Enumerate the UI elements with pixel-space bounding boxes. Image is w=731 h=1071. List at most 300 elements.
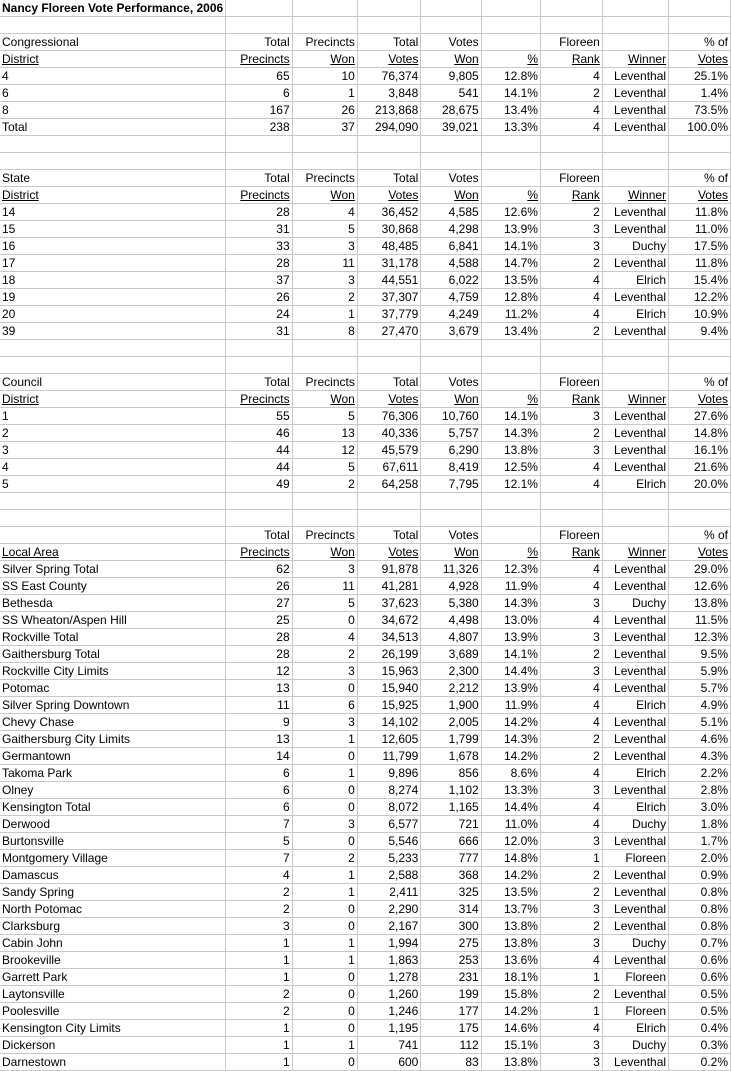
row-label[interactable]: 4 <box>0 459 226 476</box>
column-header[interactable]: % <box>481 187 540 204</box>
data-cell[interactable]: 1 <box>226 969 292 986</box>
empty-cell[interactable] <box>540 357 602 374</box>
empty-cell[interactable] <box>226 510 292 527</box>
data-cell[interactable]: 2,005 <box>421 714 481 731</box>
winner-cell[interactable]: Leventhal <box>602 119 668 136</box>
data-cell[interactable]: 0 <box>292 969 357 986</box>
data-cell[interactable]: 4 <box>540 1020 602 1037</box>
data-cell[interactable]: 0.4% <box>669 1020 731 1037</box>
data-cell[interactable]: 1 <box>292 306 357 323</box>
winner-cell[interactable]: Floreen <box>602 1003 668 1020</box>
data-cell[interactable]: 28 <box>226 646 292 663</box>
data-cell[interactable]: 2,212 <box>421 680 481 697</box>
empty-cell[interactable] <box>481 340 540 357</box>
data-cell[interactable]: 2 <box>292 476 357 493</box>
data-cell[interactable]: 14 <box>226 748 292 765</box>
column-header[interactable]: Total <box>226 374 292 391</box>
data-cell[interactable]: 856 <box>421 765 481 782</box>
data-cell[interactable]: 5 <box>226 833 292 850</box>
data-cell[interactable]: 4,588 <box>421 255 481 272</box>
data-cell[interactable]: 1,799 <box>421 731 481 748</box>
data-cell[interactable]: 12 <box>226 663 292 680</box>
data-cell[interactable]: 13.8% <box>481 935 540 952</box>
data-cell[interactable]: 11,326 <box>421 561 481 578</box>
data-cell[interactable]: 14.7% <box>481 255 540 272</box>
data-cell[interactable]: 13.7% <box>481 901 540 918</box>
data-cell[interactable]: 6 <box>292 697 357 714</box>
data-cell[interactable]: 10 <box>292 68 357 85</box>
column-header[interactable] <box>481 374 540 391</box>
winner-cell[interactable]: Leventhal <box>602 221 668 238</box>
empty-cell[interactable] <box>421 493 481 510</box>
data-cell[interactable]: 3,689 <box>421 646 481 663</box>
data-cell[interactable]: 238 <box>226 119 292 136</box>
empty-cell[interactable] <box>421 0 481 17</box>
data-cell[interactable]: 2 <box>226 901 292 918</box>
data-cell[interactable]: 3 <box>292 272 357 289</box>
data-cell[interactable]: 45,579 <box>357 442 421 459</box>
data-cell[interactable]: 2,167 <box>357 918 421 935</box>
data-cell[interactable]: 11.2% <box>481 306 540 323</box>
row-label[interactable]: 8 <box>0 102 226 119</box>
data-cell[interactable]: 25 <box>226 612 292 629</box>
data-cell[interactable]: 31,178 <box>357 255 421 272</box>
winner-cell[interactable]: Elrich <box>602 272 668 289</box>
data-cell[interactable]: 14.2% <box>481 714 540 731</box>
data-cell[interactable]: 15,925 <box>357 697 421 714</box>
row-label[interactable]: 15 <box>0 221 226 238</box>
data-cell[interactable]: 325 <box>421 884 481 901</box>
empty-cell[interactable] <box>0 357 226 374</box>
data-cell[interactable]: 2 <box>540 646 602 663</box>
data-cell[interactable]: 13.3% <box>481 119 540 136</box>
data-cell[interactable]: 25.1% <box>669 68 731 85</box>
row-label[interactable]: Laytonsville <box>0 986 226 1003</box>
data-cell[interactable]: 37,779 <box>357 306 421 323</box>
empty-cell[interactable] <box>0 136 226 153</box>
data-cell[interactable]: 4 <box>540 289 602 306</box>
row-label[interactable]: Germantown <box>0 748 226 765</box>
row-label[interactable]: 1 <box>0 408 226 425</box>
column-header[interactable]: % <box>481 391 540 408</box>
data-cell[interactable]: 34,672 <box>357 612 421 629</box>
data-cell[interactable]: 3 <box>540 408 602 425</box>
data-cell[interactable]: 0.2% <box>669 1054 731 1071</box>
data-cell[interactable]: 0 <box>292 799 357 816</box>
data-cell[interactable]: 11.5% <box>669 612 731 629</box>
data-cell[interactable]: 6 <box>226 85 292 102</box>
data-cell[interactable]: 199 <box>421 986 481 1003</box>
data-cell[interactable]: 1,863 <box>357 952 421 969</box>
data-cell[interactable]: 14,102 <box>357 714 421 731</box>
data-cell[interactable]: 4.3% <box>669 748 731 765</box>
empty-cell[interactable] <box>602 0 668 17</box>
column-header[interactable]: Votes <box>357 391 421 408</box>
data-cell[interactable]: 4 <box>540 68 602 85</box>
data-cell[interactable]: 15,963 <box>357 663 421 680</box>
data-cell[interactable]: 2.2% <box>669 765 731 782</box>
data-cell[interactable]: 4 <box>540 459 602 476</box>
data-cell[interactable]: 3 <box>292 816 357 833</box>
data-cell[interactable]: 3 <box>540 935 602 952</box>
data-cell[interactable]: 1,900 <box>421 697 481 714</box>
data-cell[interactable]: 777 <box>421 850 481 867</box>
row-label[interactable]: Chevy Chase <box>0 714 226 731</box>
winner-cell[interactable]: Leventhal <box>602 578 668 595</box>
column-header[interactable]: Votes <box>669 544 731 561</box>
empty-cell[interactable] <box>357 357 421 374</box>
data-cell[interactable]: 36,452 <box>357 204 421 221</box>
section-label[interactable]: Local Area <box>0 544 226 561</box>
empty-cell[interactable] <box>292 136 357 153</box>
data-cell[interactable]: 44 <box>226 442 292 459</box>
data-cell[interactable]: 5 <box>292 221 357 238</box>
data-cell[interactable]: 11.8% <box>669 204 731 221</box>
empty-cell[interactable] <box>357 136 421 153</box>
column-header[interactable]: Votes <box>669 51 731 68</box>
data-cell[interactable]: 67,611 <box>357 459 421 476</box>
row-label[interactable]: Montgomery Village <box>0 850 226 867</box>
data-cell[interactable]: 4 <box>540 272 602 289</box>
row-label[interactable]: Kensington City Limits <box>0 1020 226 1037</box>
empty-cell[interactable] <box>226 493 292 510</box>
data-cell[interactable]: 3 <box>292 714 357 731</box>
data-cell[interactable]: 4 <box>292 204 357 221</box>
data-cell[interactable]: 1 <box>226 935 292 952</box>
column-header[interactable]: Rank <box>540 187 602 204</box>
data-cell[interactable]: 4 <box>540 799 602 816</box>
winner-cell[interactable]: Leventhal <box>602 986 668 1003</box>
empty-cell[interactable] <box>602 136 668 153</box>
winner-cell[interactable]: Elrich <box>602 697 668 714</box>
data-cell[interactable]: 2,290 <box>357 901 421 918</box>
data-cell[interactable]: 2,300 <box>421 663 481 680</box>
data-cell[interactable]: 14.1% <box>481 646 540 663</box>
data-cell[interactable]: 13.9% <box>481 680 540 697</box>
winner-cell[interactable]: Leventhal <box>602 561 668 578</box>
data-cell[interactable]: 2 <box>226 884 292 901</box>
data-cell[interactable]: 13.8% <box>481 442 540 459</box>
data-cell[interactable]: 27.6% <box>669 408 731 425</box>
data-cell[interactable]: 12.3% <box>669 629 731 646</box>
empty-cell[interactable] <box>421 340 481 357</box>
empty-cell[interactable] <box>540 493 602 510</box>
data-cell[interactable]: 253 <box>421 952 481 969</box>
empty-cell[interactable] <box>421 17 481 34</box>
column-header[interactable]: Precincts <box>226 544 292 561</box>
data-cell[interactable]: 721 <box>421 816 481 833</box>
column-header[interactable] <box>481 170 540 187</box>
data-cell[interactable]: 1 <box>292 867 357 884</box>
row-label[interactable]: Total <box>0 119 226 136</box>
data-cell[interactable]: 2 <box>292 646 357 663</box>
data-cell[interactable]: 6 <box>226 765 292 782</box>
data-cell[interactable]: 76,306 <box>357 408 421 425</box>
data-cell[interactable]: 0.8% <box>669 901 731 918</box>
data-cell[interactable]: 8,072 <box>357 799 421 816</box>
data-cell[interactable]: 1 <box>226 1037 292 1054</box>
data-cell[interactable]: 175 <box>421 1020 481 1037</box>
data-cell[interactable]: 4 <box>540 680 602 697</box>
data-cell[interactable]: 5.7% <box>669 680 731 697</box>
column-header[interactable]: Votes <box>669 391 731 408</box>
data-cell[interactable]: 1 <box>292 1037 357 1054</box>
data-cell[interactable]: 3 <box>540 221 602 238</box>
row-label[interactable]: 18 <box>0 272 226 289</box>
data-cell[interactable]: 49 <box>226 476 292 493</box>
data-cell[interactable]: 0.5% <box>669 986 731 1003</box>
data-cell[interactable]: 4,585 <box>421 204 481 221</box>
data-cell[interactable]: 4.6% <box>669 731 731 748</box>
winner-cell[interactable]: Duchy <box>602 595 668 612</box>
row-label[interactable]: 3 <box>0 442 226 459</box>
data-cell[interactable]: 48,485 <box>357 238 421 255</box>
column-header[interactable] <box>481 34 540 51</box>
column-header[interactable] <box>481 527 540 544</box>
empty-cell[interactable] <box>0 510 226 527</box>
data-cell[interactable]: 1 <box>226 1020 292 1037</box>
column-header[interactable]: Won <box>421 544 481 561</box>
data-cell[interactable]: 8,274 <box>357 782 421 799</box>
data-cell[interactable]: 5,546 <box>357 833 421 850</box>
column-header[interactable]: Winner <box>602 544 668 561</box>
empty-cell[interactable] <box>540 510 602 527</box>
column-header[interactable]: Votes <box>357 544 421 561</box>
winner-cell[interactable]: Leventhal <box>602 833 668 850</box>
column-header[interactable]: Precincts <box>292 170 357 187</box>
data-cell[interactable]: 24 <box>226 306 292 323</box>
column-header[interactable]: Total <box>226 170 292 187</box>
data-cell[interactable]: 13.9% <box>481 221 540 238</box>
section-label[interactable]: Congressional <box>0 34 226 51</box>
data-cell[interactable]: 13.5% <box>481 884 540 901</box>
row-label[interactable]: Gaithersburg Total <box>0 646 226 663</box>
winner-cell[interactable]: Leventhal <box>602 204 668 221</box>
data-cell[interactable]: 4 <box>540 697 602 714</box>
data-cell[interactable]: 26 <box>292 102 357 119</box>
column-header[interactable]: Precincts <box>226 391 292 408</box>
section-label[interactable]: State <box>0 170 226 187</box>
winner-cell[interactable]: Leventhal <box>602 255 668 272</box>
data-cell[interactable]: 1 <box>292 884 357 901</box>
data-cell[interactable]: 1.8% <box>669 816 731 833</box>
data-cell[interactable]: 4 <box>540 578 602 595</box>
winner-cell[interactable]: Leventhal <box>602 782 668 799</box>
empty-cell[interactable] <box>226 136 292 153</box>
data-cell[interactable]: 2 <box>540 748 602 765</box>
data-cell[interactable]: 13 <box>292 425 357 442</box>
column-header[interactable]: Won <box>421 51 481 68</box>
column-header[interactable]: Precincts <box>226 51 292 68</box>
data-cell[interactable]: 14.1% <box>481 85 540 102</box>
data-cell[interactable]: 294,090 <box>357 119 421 136</box>
row-label[interactable]: Silver Spring Total <box>0 561 226 578</box>
data-cell[interactable]: 26 <box>226 578 292 595</box>
column-header[interactable]: Won <box>292 187 357 204</box>
column-header[interactable] <box>602 374 668 391</box>
data-cell[interactable]: 4 <box>540 476 602 493</box>
data-cell[interactable]: 0 <box>292 612 357 629</box>
data-cell[interactable]: 0.6% <box>669 969 731 986</box>
data-cell[interactable]: 4,298 <box>421 221 481 238</box>
column-header[interactable]: Won <box>292 51 357 68</box>
data-cell[interactable]: 12.1% <box>481 476 540 493</box>
column-header[interactable]: Floreen <box>540 170 602 187</box>
empty-cell[interactable] <box>602 340 668 357</box>
column-header[interactable]: Total <box>357 170 421 187</box>
data-cell[interactable]: 7 <box>226 816 292 833</box>
data-cell[interactable]: 1,246 <box>357 1003 421 1020</box>
section-label[interactable]: Council <box>0 374 226 391</box>
data-cell[interactable]: 4 <box>540 816 602 833</box>
data-cell[interactable]: 1,165 <box>421 799 481 816</box>
row-label[interactable]: 20 <box>0 306 226 323</box>
data-cell[interactable]: 46 <box>226 425 292 442</box>
empty-cell[interactable] <box>669 136 731 153</box>
winner-cell[interactable]: Leventhal <box>602 748 668 765</box>
data-cell[interactable]: 12.2% <box>669 289 731 306</box>
data-cell[interactable]: 55 <box>226 408 292 425</box>
data-cell[interactable]: 0.9% <box>669 867 731 884</box>
data-cell[interactable]: 6 <box>226 799 292 816</box>
data-cell[interactable]: 0 <box>292 833 357 850</box>
data-cell[interactable]: 15.1% <box>481 1037 540 1054</box>
data-cell[interactable]: 12.0% <box>481 833 540 850</box>
data-cell[interactable]: 4,928 <box>421 578 481 595</box>
data-cell[interactable]: 0.5% <box>669 1003 731 1020</box>
data-cell[interactable]: 2 <box>540 986 602 1003</box>
row-label[interactable]: North Potomac <box>0 901 226 918</box>
winner-cell[interactable]: Floreen <box>602 969 668 986</box>
data-cell[interactable]: 1,195 <box>357 1020 421 1037</box>
column-header[interactable]: Votes <box>421 374 481 391</box>
data-cell[interactable]: 4 <box>540 714 602 731</box>
column-header[interactable]: Votes <box>669 187 731 204</box>
data-cell[interactable]: 4,807 <box>421 629 481 646</box>
column-header[interactable]: % of <box>669 374 731 391</box>
data-cell[interactable]: 2,588 <box>357 867 421 884</box>
column-header[interactable]: Precincts <box>292 374 357 391</box>
data-cell[interactable]: 44 <box>226 459 292 476</box>
data-cell[interactable]: 167 <box>226 102 292 119</box>
column-header[interactable]: Floreen <box>540 374 602 391</box>
empty-cell[interactable] <box>292 340 357 357</box>
data-cell[interactable]: 11 <box>226 697 292 714</box>
data-cell[interactable]: 65 <box>226 68 292 85</box>
data-cell[interactable]: 177 <box>421 1003 481 1020</box>
data-cell[interactable]: 2.0% <box>669 850 731 867</box>
data-cell[interactable]: 1,994 <box>357 935 421 952</box>
data-cell[interactable]: 17.5% <box>669 238 731 255</box>
column-header[interactable]: Rank <box>540 544 602 561</box>
row-label[interactable]: Burtonsville <box>0 833 226 850</box>
row-label[interactable]: 6 <box>0 85 226 102</box>
data-cell[interactable]: 13.9% <box>481 629 540 646</box>
empty-cell[interactable] <box>669 510 731 527</box>
data-cell[interactable]: 10,760 <box>421 408 481 425</box>
winner-cell[interactable]: Leventhal <box>602 629 668 646</box>
data-cell[interactable]: 3 <box>292 663 357 680</box>
data-cell[interactable]: 14.8% <box>481 850 540 867</box>
data-cell[interactable]: 1,260 <box>357 986 421 1003</box>
data-cell[interactable]: 73.5% <box>669 102 731 119</box>
empty-cell[interactable] <box>421 153 481 170</box>
winner-cell[interactable]: Leventhal <box>602 918 668 935</box>
column-header[interactable]: % of <box>669 34 731 51</box>
data-cell[interactable]: 4 <box>540 952 602 969</box>
column-header[interactable]: Votes <box>357 51 421 68</box>
column-header[interactable]: Total <box>226 34 292 51</box>
data-cell[interactable]: 5,757 <box>421 425 481 442</box>
data-cell[interactable]: 14.2% <box>481 748 540 765</box>
data-cell[interactable]: 6 <box>226 782 292 799</box>
data-cell[interactable]: 666 <box>421 833 481 850</box>
data-cell[interactable]: 83 <box>421 1054 481 1071</box>
data-cell[interactable]: 28 <box>226 255 292 272</box>
data-cell[interactable]: 1 <box>292 765 357 782</box>
empty-cell[interactable] <box>226 357 292 374</box>
data-cell[interactable]: 28,675 <box>421 102 481 119</box>
data-cell[interactable]: 62 <box>226 561 292 578</box>
data-cell[interactable]: 14.1% <box>481 408 540 425</box>
empty-cell[interactable] <box>226 153 292 170</box>
data-cell[interactable]: 112 <box>421 1037 481 1054</box>
data-cell[interactable]: 100.0% <box>669 119 731 136</box>
data-cell[interactable]: 13.8% <box>669 595 731 612</box>
data-cell[interactable]: 600 <box>357 1054 421 1071</box>
row-label[interactable]: 39 <box>0 323 226 340</box>
data-cell[interactable]: 44,551 <box>357 272 421 289</box>
data-cell[interactable]: 14.6% <box>481 1020 540 1037</box>
column-header[interactable]: % <box>481 51 540 68</box>
column-header[interactable]: Won <box>292 544 357 561</box>
empty-cell[interactable] <box>669 153 731 170</box>
data-cell[interactable]: 2 <box>292 850 357 867</box>
data-cell[interactable]: 4,249 <box>421 306 481 323</box>
winner-cell[interactable]: Leventhal <box>602 901 668 918</box>
data-cell[interactable]: 2 <box>540 731 602 748</box>
empty-cell[interactable] <box>669 0 731 17</box>
row-label[interactable]: Darnestown <box>0 1054 226 1071</box>
data-cell[interactable]: 14.8% <box>669 425 731 442</box>
winner-cell[interactable]: Leventhal <box>602 323 668 340</box>
data-cell[interactable]: 5.9% <box>669 663 731 680</box>
data-cell[interactable]: 76,374 <box>357 68 421 85</box>
sheet-title[interactable]: Nancy Floreen Vote Performance, 2006 <box>0 0 226 17</box>
data-cell[interactable]: 5,233 <box>357 850 421 867</box>
data-cell[interactable]: 2 <box>540 867 602 884</box>
data-cell[interactable]: 21.6% <box>669 459 731 476</box>
data-cell[interactable]: 12.8% <box>481 68 540 85</box>
empty-cell[interactable] <box>357 340 421 357</box>
row-label[interactable]: Derwood <box>0 816 226 833</box>
data-cell[interactable]: 11 <box>292 578 357 595</box>
data-cell[interactable]: 3 <box>540 442 602 459</box>
empty-cell[interactable] <box>669 340 731 357</box>
empty-cell[interactable] <box>292 17 357 34</box>
data-cell[interactable]: 3.0% <box>669 799 731 816</box>
column-header[interactable]: Won <box>421 187 481 204</box>
empty-cell[interactable] <box>540 17 602 34</box>
column-header[interactable]: Total <box>357 34 421 51</box>
data-cell[interactable]: 29.0% <box>669 561 731 578</box>
column-header[interactable] <box>602 527 668 544</box>
data-cell[interactable]: 4,759 <box>421 289 481 306</box>
data-cell[interactable]: 37 <box>226 272 292 289</box>
data-cell[interactable]: 0 <box>292 1003 357 1020</box>
empty-cell[interactable] <box>357 0 421 17</box>
column-header[interactable]: % <box>481 544 540 561</box>
